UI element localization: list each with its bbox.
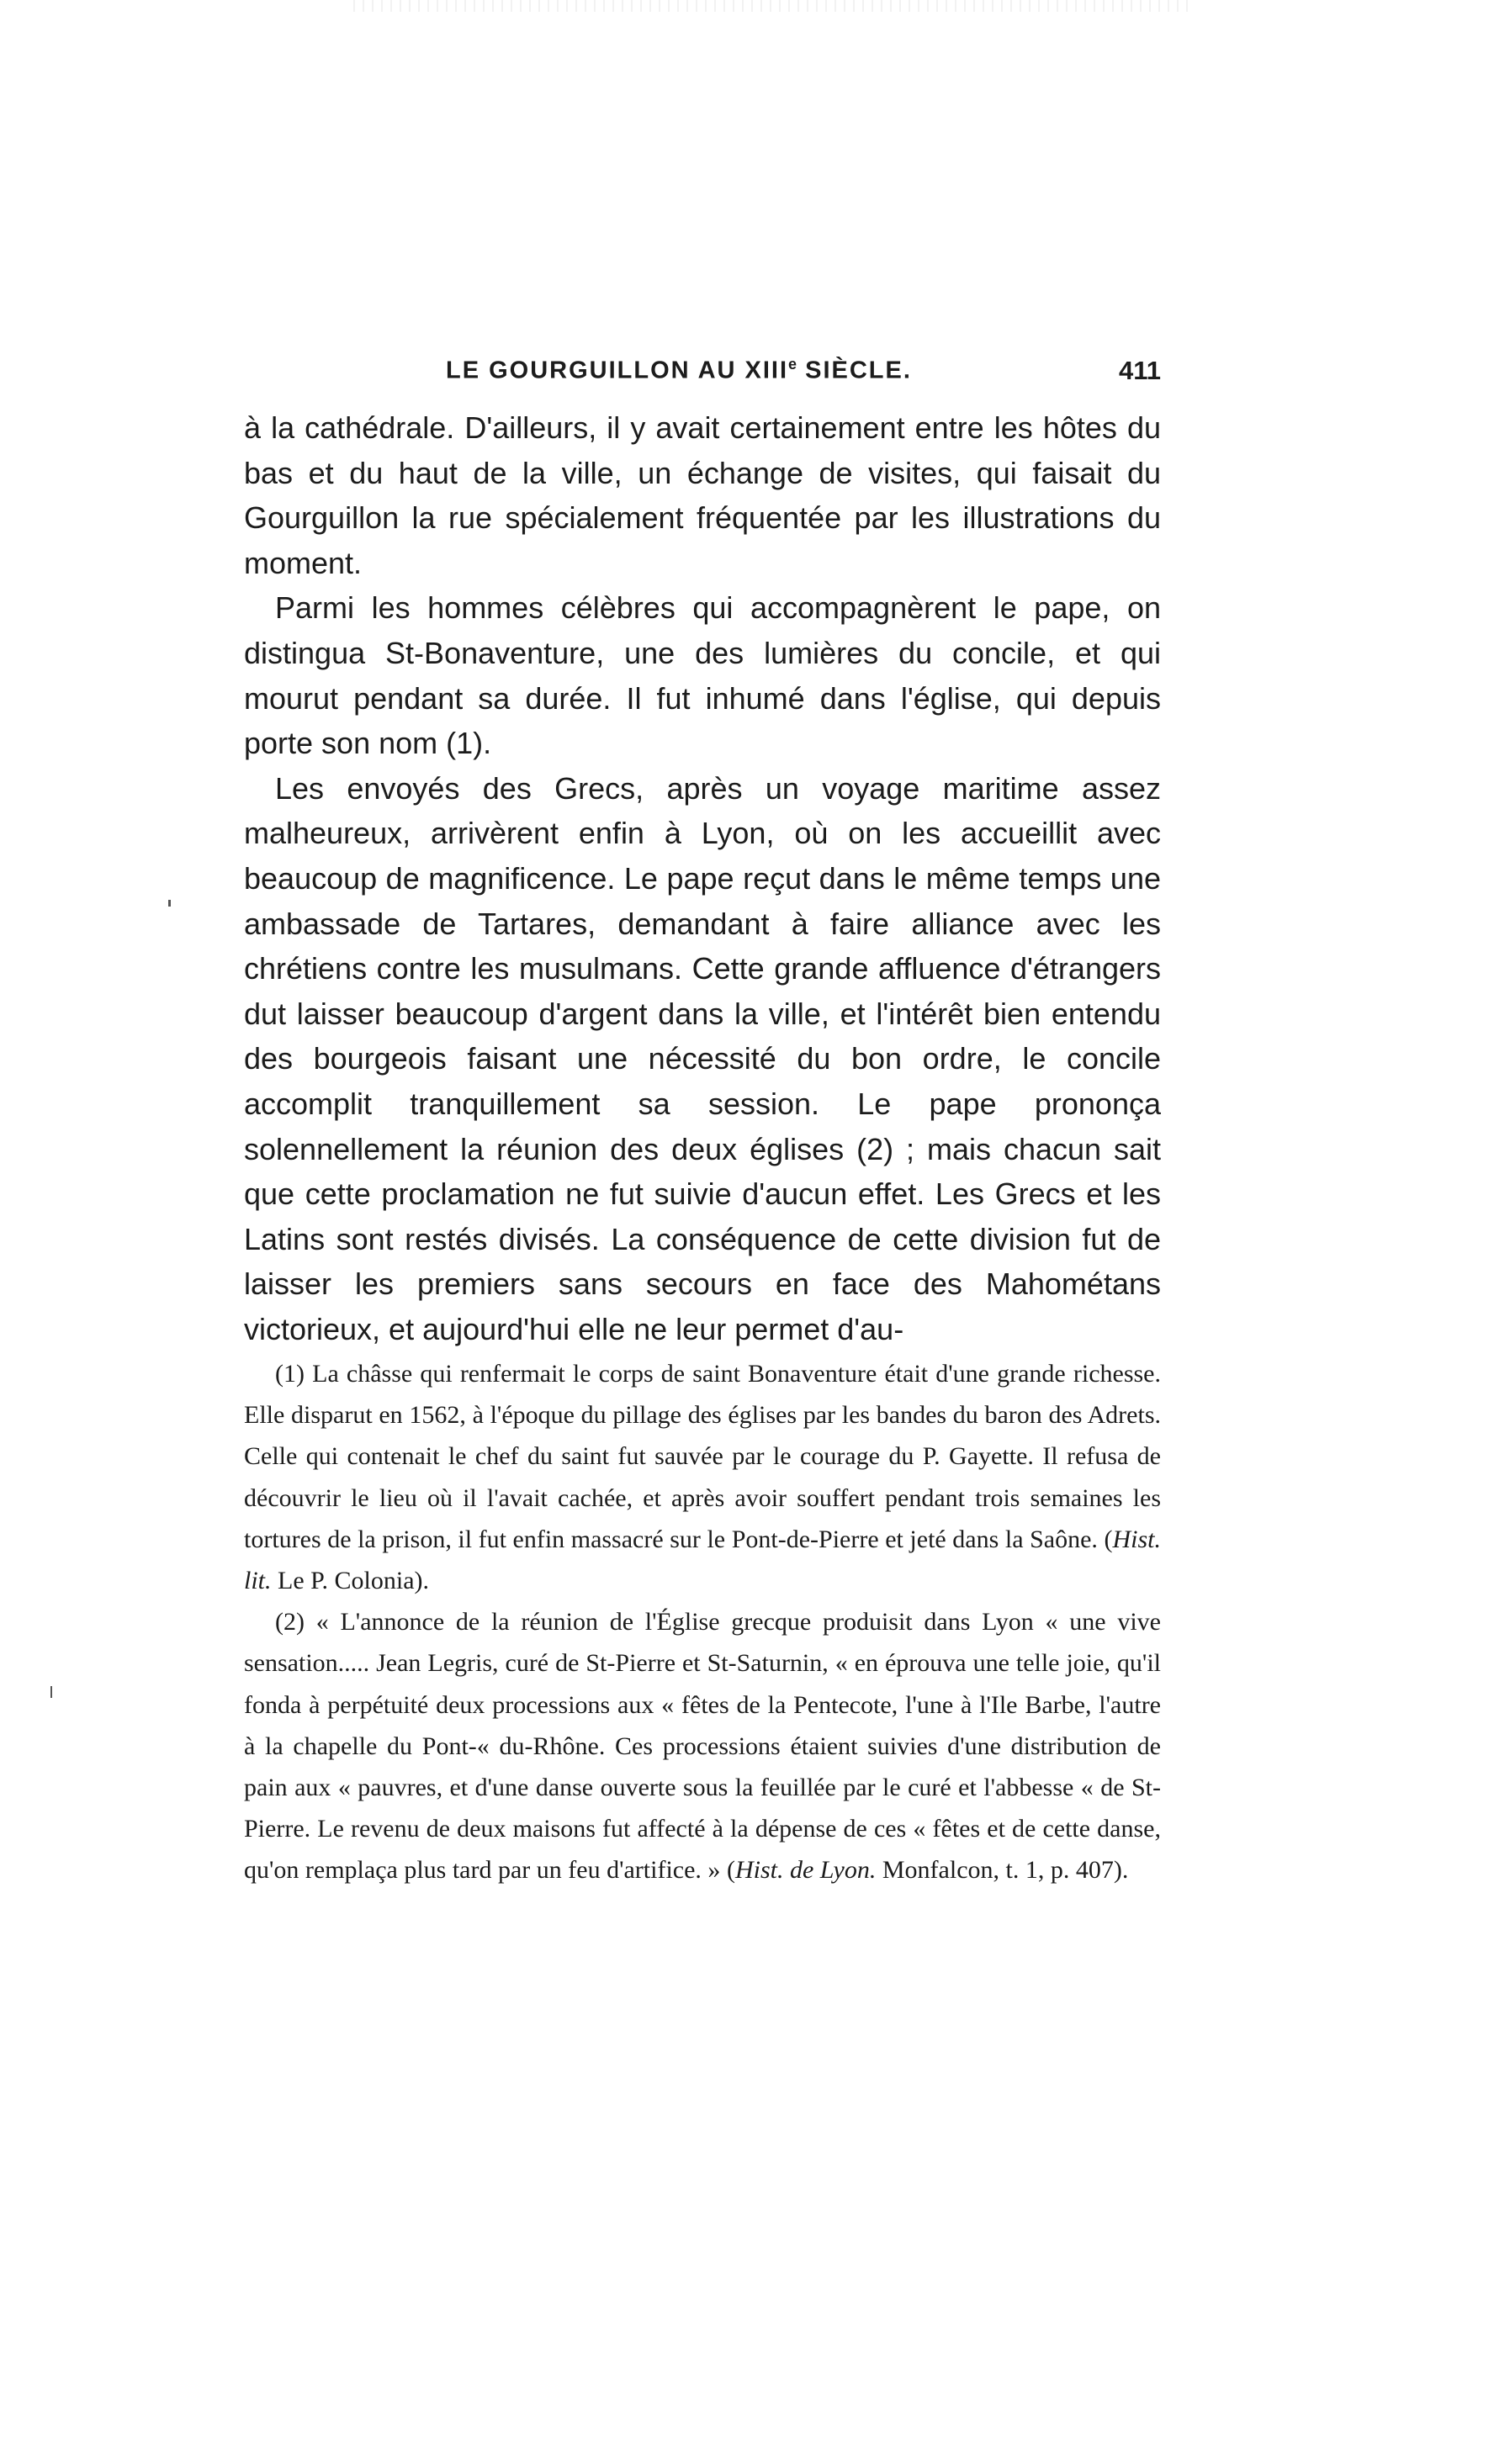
page-header <box>446 356 1161 389</box>
footnote-1 <box>244 1353 1161 1601</box>
running-head-superscript: e <box>788 356 797 373</box>
footnote-2-label: (2) <box>275 1608 305 1636</box>
footnote-1-citation-rest: Le P. Colonia). <box>271 1567 430 1595</box>
footnote-1-text: La châsse qui renfermait le corps de saint Bonaventure était d'une grande richesse. Elle disparut en 1562, à l'époque du pillage des églises par les bandes du baron des Adrets. Celle qui contenait le chef du saint fut sauvée par le courage du P. Gayette. Il refusa de découvrir le lieu où il l'avait cachée, et après avoir souffert pendant trois semaines les tortures de la prison, il fut enfin massacré sur le Pont-de-Pierre et jeté dans la Saône. <box>244 1360 1161 1553</box>
running-head-end: SIÈCLE. <box>797 357 912 384</box>
footnote-1-citation-title: Hist. lit. <box>244 1525 1161 1595</box>
paragraph-2: Parmi les hommes célèbres qui accompagnèrent le pape, on distingua St-Bonaventure, une des lumières du concile, et qui mourut pendant sa durée. Il fut inhumé dans l'église, qui depuis porte son nom (1). <box>244 590 1161 761</box>
paragraph-3: Les envoyés des Grecs, après un voyage maritime assez malheureux, arrivèrent enfin à Lyon, où on les accueillit avec beaucoup de magnificence. Le pape reçut dans le même temps une ambassade de Tartares, demandant à faire alliance avec les chrétiens contre les musulmans. Cette grande affluence d'étrangers dut laisser beaucoup d'argent dans la ville, et l'intérêt bien entendu des bourgeois faisant une nécessité du bon ordre, le concile accomplit tranquillement sa session. Le pape prononça solennellement la réunion des deux églises (2) ; mais chacun sait que cette proclamation ne fut suivie d'aucun effet. Les Grecs et les Latins sont restés divisés. La conséquence de cette division fut de laisser les premiers sans secours en face des Mahométans victorieux, et aujourd'hui elle ne leur permet d'au- <box>244 770 1161 1346</box>
main-text <box>244 405 1161 1351</box>
footnote-1-label: (1) <box>275 1360 305 1388</box>
footnote-1-citation-open: ( <box>1104 1525 1113 1553</box>
footnote-2 <box>244 1601 1161 1890</box>
footnote-2-text: « L'annonce de la réunion de l'Église grecque produisit dans Lyon « une vive sensation..... Jean Legris, curé de St-Pierre et St-Saturnin, « en éprouva une telle joie, qu'il fonda à perpétuité deux processions aux « fêtes de la Pentecote, l'une à l'Ile Barbe, l'autre à la chapelle du Pont-« du-Rhône. Ces processions étaient suivies d'une distribution de pain aux « pauvres, et d'une danse ouverte sous la feuillée par le curé et l'abbesse « de St-Pierre. Le revenu de deux maisons fut affecté à la dépense de ces « fêtes et de cette danse, qu'on remplaça plus tard par un feu d'artifice. » <box>244 1608 1161 1885</box>
running-head <box>446 356 912 385</box>
footnote-2-citation-rest: Monfalcon, t. 1, p. 407). <box>876 1856 1129 1885</box>
scan-noise-strip <box>353 0 1195 12</box>
stray-mark-left <box>168 900 171 907</box>
page-number: 411 <box>1118 356 1161 385</box>
paragraph-1: à la cathédrale. D'ailleurs, il y avait certainement entre les hôtes du bas et du haut de la ville, un échange de visites, qui faisait du Gourguillon la rue spécialement fréquentée par les illustrations du moment. <box>244 410 1161 580</box>
running-head-main: LE GOURGUILLON AU XIII <box>446 357 789 384</box>
footnote-2-citation-title: Hist. de Lyon. <box>734 1856 877 1885</box>
footnotes <box>244 1353 1161 1891</box>
footnote-2-citation-open: ( <box>726 1856 735 1885</box>
stray-mark-margin <box>50 1686 52 1698</box>
